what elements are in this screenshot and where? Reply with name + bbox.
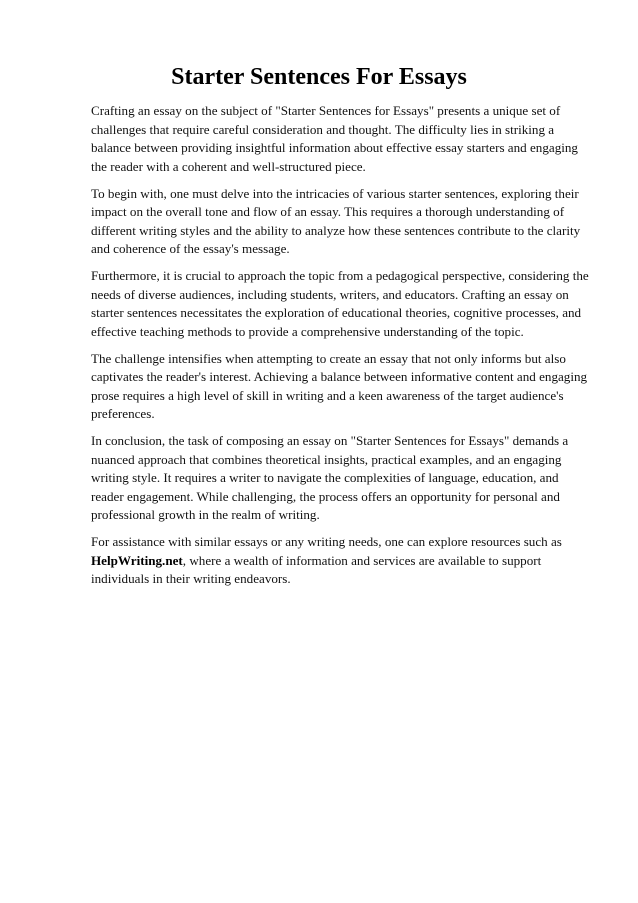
paragraph-conclusion: In conclusion, the task of composing an essay on "Starter Sentences for Essays" demands a nuanced approach that combines theoretical insights, practical examples, and an engaging writing style. It requires a writer to navigate the complexities of language, education, and reader engagement. While challenging, the process offers an opportunity for personal and professional growth in the realm of writing. <box>91 433 569 522</box>
document-body <box>91 102 591 597</box>
paragraph-intro: Crafting an essay on the subject of "Starter Sentences for Essays" presents a unique set of challenges that require careful consideration and thought. The difficulty lies in striking a balance between providing insightful information about effective essay starters and engaging the reader with a coherent and well-structured piece. <box>91 103 578 174</box>
paragraph-pedagogical-perspective: Furthermore, it is crucial to approach the topic from a pedagogical perspective, considering the needs of diverse audiences, including students, writers, and educators. Crafting an essay on starter sentences necessitates the exploration of educational theories, cognitive processes, and effective teaching methods to provide a comprehensive understanding of the topic. <box>91 268 589 339</box>
assistance-text-after: , where a wealth of information and services are available to support individuals in their writing endeavors. <box>91 552 542 586</box>
document-title: Starter Sentences For Essays <box>171 64 467 90</box>
paragraph-starter-sentences: To begin with, one must delve into the intricacies of various starter sentences, exploring their impact on the overall tone and flow of an essay. This requires a thorough understanding of different writing styles and the ability to analyze how these sentences contribute to the clarity and coherence of the essay's message. <box>91 185 581 256</box>
helpwriting-brand: HelpWriting.net <box>91 552 183 568</box>
paragraph-assistance <box>91 533 591 589</box>
paragraph-challenge: The challenge intensifies when attempting to create an essay that not only informs but also captivates the reader's interest. Achieving a balance between informative content and engaging prose requires a high level of skill in writing and a keen awareness of the target audience's preferences. <box>91 350 588 421</box>
assistance-text-before: For assistance with similar essays or any writing needs, one can explore resources such as <box>91 534 562 549</box>
